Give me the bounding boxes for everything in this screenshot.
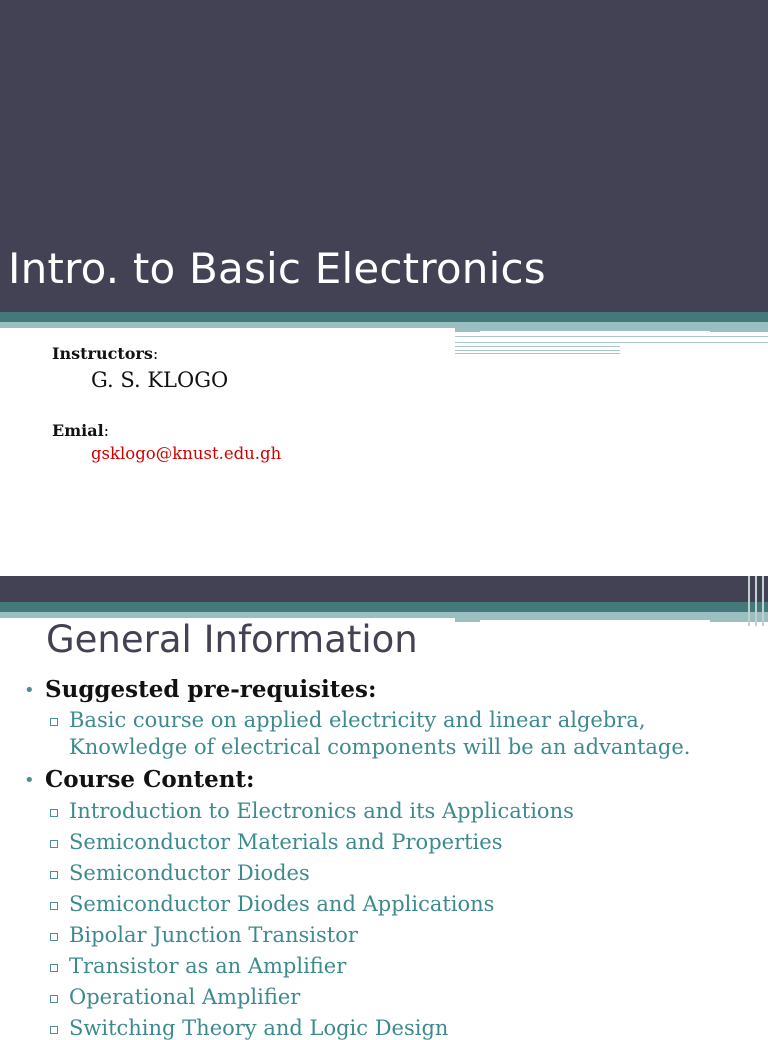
header-teal-band: [0, 312, 768, 322]
header-stripe: [480, 331, 710, 333]
list-item: Transistor as an Amplifier: [69, 954, 347, 978]
square-bullet-icon: [50, 964, 58, 972]
list-item: Semiconductor Materials and Properties: [69, 830, 503, 854]
list-item: Operational Amplifier: [69, 985, 301, 1009]
list-item: Bipolar Junction Transistor: [69, 923, 358, 947]
bullet-icon: •: [24, 770, 35, 791]
slide-header-bar: [0, 576, 768, 602]
slide-title: General Information: [46, 618, 418, 661]
square-bullet-icon: [50, 809, 58, 817]
section-heading: Suggested pre-requisites:: [45, 676, 377, 703]
header-stripe: [455, 353, 620, 354]
list-item: Semiconductor Diodes: [69, 861, 310, 885]
section-heading: Course Content:: [45, 766, 255, 793]
square-bullet-icon: [50, 1026, 58, 1034]
header-teal-band: [0, 602, 768, 612]
corner-stripe: [762, 576, 764, 626]
slide-title: Intro. to Basic Electronics: [8, 244, 546, 293]
header-light-band: [0, 322, 455, 328]
header-stripe: [455, 346, 620, 347]
header-stripe: [455, 350, 620, 351]
square-bullet-icon: [50, 933, 58, 941]
instructor-name: G. S. KLOGO: [91, 368, 229, 392]
email-label: Emial:: [52, 421, 110, 440]
bullet-icon: •: [24, 680, 35, 701]
list-item: Introduction to Electronics and its Applications: [69, 799, 574, 823]
square-bullet-icon: [50, 902, 58, 910]
square-bullet-icon: [50, 718, 58, 726]
email-link[interactable]: gsklogo@knust.edu.gh: [91, 444, 282, 463]
corner-stripe: [748, 576, 750, 626]
square-bullet-icon: [50, 995, 58, 1003]
instructors-label: Instructors:: [52, 344, 159, 363]
list-item: Switching Theory and Logic Design: [69, 1016, 449, 1040]
list-item: Knowledge of electrical components will be an advantage.: [69, 735, 691, 759]
list-item: Semiconductor Diodes and Applications: [69, 892, 495, 916]
square-bullet-icon: [50, 840, 58, 848]
list-item: Basic course on applied electricity and linear algebra,: [69, 708, 646, 732]
corner-stripe: [755, 576, 757, 626]
header-stripe: [480, 620, 710, 622]
header-stripe: [455, 336, 768, 337]
square-bullet-icon: [50, 871, 58, 879]
general-info-slide: [0, 576, 768, 1040]
header-stripe: [455, 342, 768, 343]
